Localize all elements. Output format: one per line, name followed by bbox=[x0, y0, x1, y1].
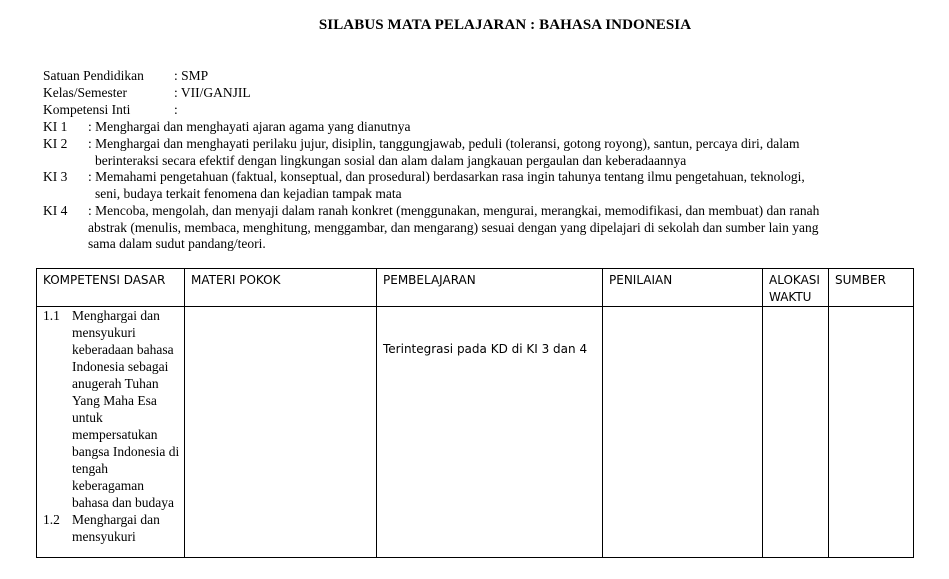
kelas-semester-value: : VII/GANJIL bbox=[174, 85, 251, 100]
penilaian-cell bbox=[603, 307, 763, 558]
table-row bbox=[37, 307, 914, 558]
header-penilaian: PENILAIAN bbox=[603, 269, 763, 307]
kd-text: Menghargai dan mensyukuri bbox=[72, 512, 160, 544]
ki-3-text-line-2: seni, budaya terkait fenomena dan kejadian tampak mata bbox=[95, 185, 402, 201]
header-alokasi-waktu bbox=[763, 269, 829, 307]
ki-3-text-line-1: : Memahami pengetahuan (faktual, konseptual, dan prosedural) berdasarkan rasa ingin tahunya tentang ilmu pengetahuan, teknologi, bbox=[88, 169, 805, 184]
table-header-row bbox=[37, 269, 914, 307]
ki-4-text-line-2: abstrak (menulis, membaca, menghitung, menggambar, dan mengarang) sesuai dengan yang dipelajari di sekolah dan sumber lain yang bbox=[88, 219, 819, 235]
header-sumber: SUMBER bbox=[829, 269, 914, 307]
silabus-table bbox=[36, 268, 914, 558]
satuan-pendidikan-value: : SMP bbox=[174, 68, 209, 83]
kd-text: Menghargai dan mensyukuri keberadaan bahasa Indonesia sebagai anugerah Tuhan Yang Maha Esa untuk mempersatukan bangsa Indonesia di tengah keberagaman bahasa dan budaya bbox=[72, 308, 180, 510]
materi-pokok-cell bbox=[185, 307, 377, 558]
ki-2-text-line-1: : Menghargai dan menghayati perilaku jujur, disiplin, tanggungjawab, peduli (toleransi, gotong royong), santun, percaya diri, dalam bbox=[88, 136, 800, 151]
ki-4 bbox=[43, 203, 903, 253]
header-alokasi-line-2: WAKTU bbox=[769, 290, 812, 304]
satuan-pendidikan-label: Satuan Pendidikan bbox=[43, 68, 144, 83]
kd-number: 1.1 bbox=[43, 308, 60, 323]
ki-2 bbox=[43, 136, 903, 169]
ki-4-text-line-3: sama dalam sudut pandang/teori. bbox=[88, 236, 266, 251]
ki-2-text-line-2: berinteraksi secara efektif dengan lingkungan sosial dan alam dalam jangkauan pergaulan dan keberadaannya bbox=[95, 152, 687, 168]
header-kompetensi-dasar: KOMPETENSI DASAR bbox=[37, 269, 185, 307]
kompetensi-dasar-cell bbox=[37, 307, 185, 558]
ki-3 bbox=[43, 169, 903, 202]
ki-1 bbox=[43, 119, 903, 136]
ki-3-label: KI 3 bbox=[43, 169, 68, 184]
kompetensi-inti-row bbox=[43, 101, 178, 118]
kd-number: 1.2 bbox=[43, 512, 60, 527]
ki-2-label: KI 2 bbox=[43, 136, 68, 151]
satuan-pendidikan-row bbox=[43, 67, 208, 84]
header-materi-pokok: MATERI POKOK bbox=[185, 269, 377, 307]
header-alokasi-line-1: ALOKASI bbox=[769, 273, 820, 287]
header-pembelajaran: PEMBELAJARAN bbox=[377, 269, 603, 307]
ki-4-label: KI 4 bbox=[43, 203, 68, 218]
kelas-semester-row bbox=[43, 84, 251, 101]
ki-4-text-line-1: : Mencoba, mengolah, dan menyaji dalam ranah konkret (menggunakan, mengurai, merangkai, memodifikasi, dan membuat) dan ranah bbox=[88, 203, 820, 218]
kompetensi-inti-value: : bbox=[174, 102, 178, 117]
alokasi-waktu-cell bbox=[763, 307, 829, 558]
ki-1-label: KI 1 bbox=[43, 119, 68, 134]
kd-item-1-1 bbox=[43, 307, 180, 511]
kelas-semester-label: Kelas/Semester bbox=[43, 85, 127, 100]
ki-1-text: : Menghargai dan menghayati ajaran agama yang dianutnya bbox=[88, 119, 411, 134]
sumber-cell bbox=[829, 307, 914, 558]
pembelajaran-cell: Terintegrasi pada KD di KI 3 dan 4 bbox=[377, 307, 603, 558]
document-title: SILABUS MATA PELAJARAN : BAHASA INDONESIA bbox=[318, 17, 692, 33]
kd-item-1-2 bbox=[43, 511, 180, 545]
kompetensi-inti-label: Kompetensi Inti bbox=[43, 102, 131, 117]
